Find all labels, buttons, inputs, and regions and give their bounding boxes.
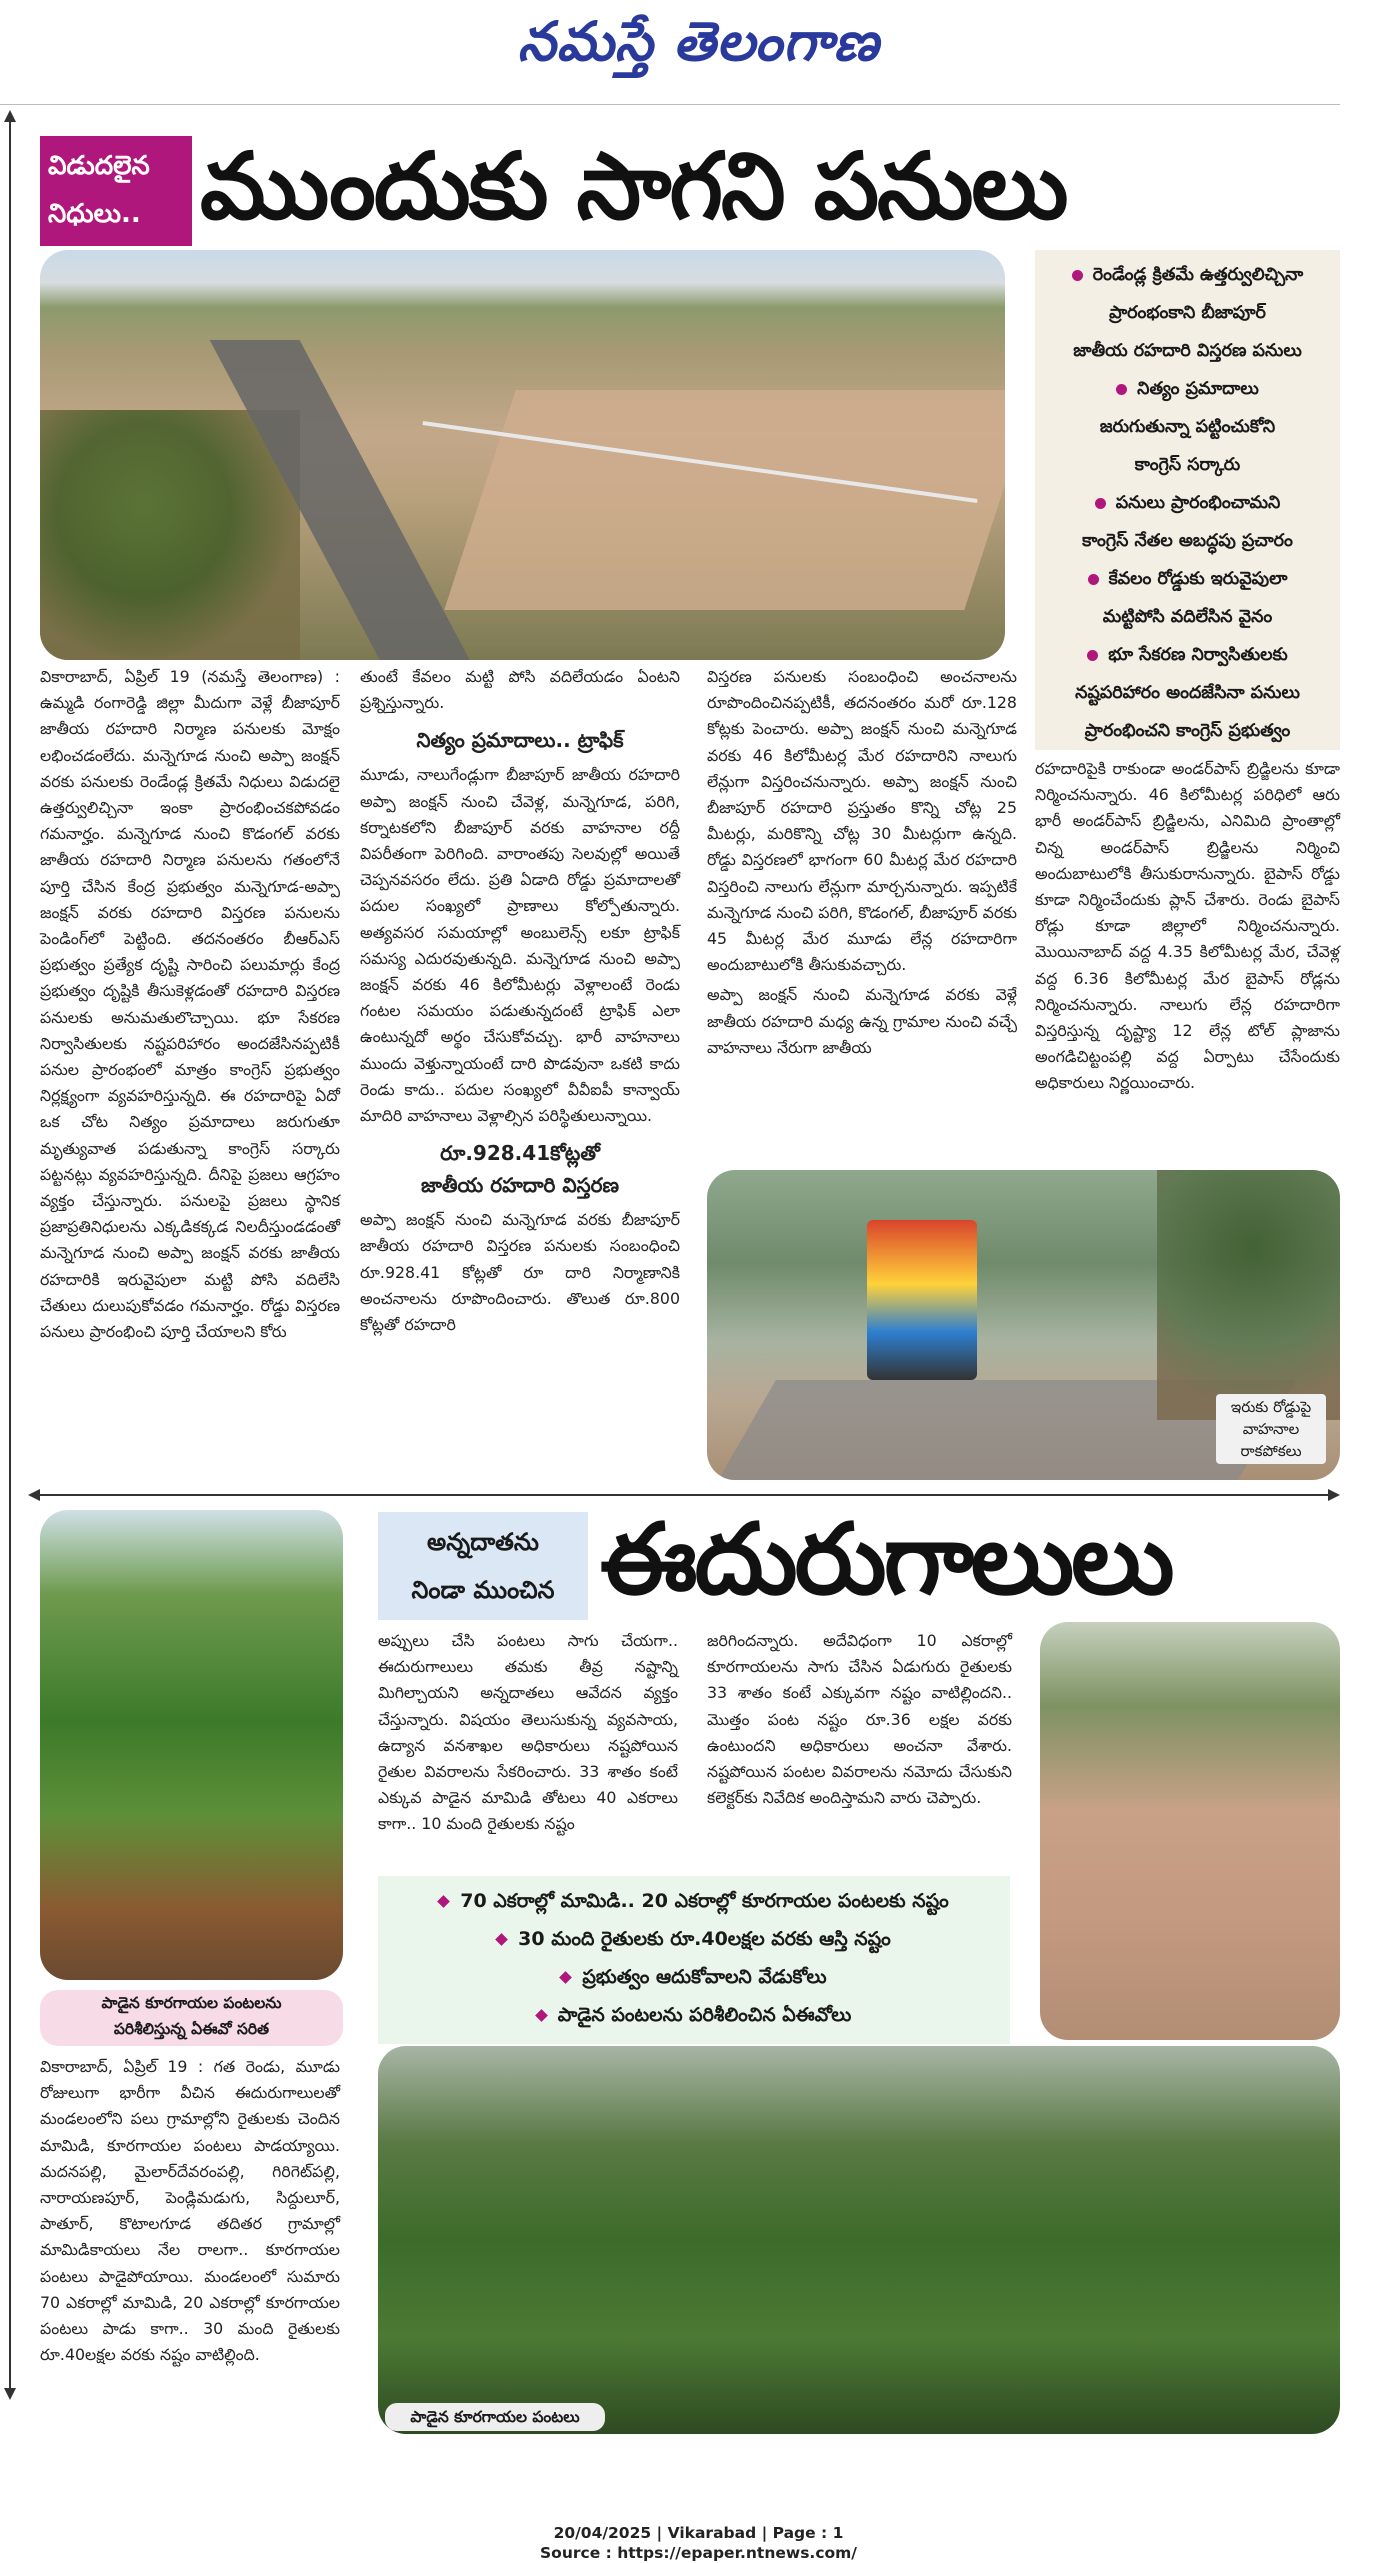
footer-date-line: 20/04/2025 | Vikarabad | Page : 1 [553,2524,844,2542]
diamond-bullet-icon [437,1895,450,1908]
story1-subhead-cost-1: రూ.928.41కోట్లతో [440,1141,600,1166]
section-divider [40,1494,1330,1496]
damaged-vegetables-caption: పాడైన కూరగాయల పంటలు [385,2403,605,2431]
story2-column-2 [378,1628,678,1868]
story1-col2-body: మూడు, నాలుగేండ్లుగా బీజాపూర్ జాతీయ రహదారి అప్పా జంక్షన్ నుంచి చేవెళ్ల, మన్నెగూడ, పరిగి, కర్నాటకలోని బీజాపూర్ వరకు వాహనాల రద్దీ విపరీతంగా పెరిగింది. వారాంతపు సెలవుల్లో అయితే చెప్పనవసరం లేదు. ప్రతి ఏడాది రోడ్డు ప్రమాదాలతో పదుల సంఖ్యలో ప్రాణాలు కోల్పోతున్నారు. అత్యవసర సమయాల్లో అంబులెన్స్ లకూ ట్రాఫిక్ సమస్య ఎదురవుతున్నది. మన్నెగూడ నుంచి అప్పా జంక్షన్ వరకు 46 కిలోమీటర్లు వెళ్లాలంటే రెండు గంటల సమయం పడుతున్నదంటే ట్రాఫిక్ ఎలా ఉంటున్నదో అర్థం చేసుకోవచ్చు. భారీ వాహనాలు ముందు వెళ్తున్నాయంటే దారి పొడవునా ఒకటి కాదు రెండు కాదు.. పదుల సంఖ్యలో వీవీఐపీ కాన్వాయ్ మాదిరి వాహనాలు వెళ్లాల్సిన పరిస్థితులున్నాయి. [360,765,680,1126]
diamond-bullet-icon [560,1971,573,1984]
story1-tag-line1: విడుదలైన [48,151,150,181]
narrow-road-photo [707,1170,1340,1480]
story1-column-3 [707,664,1017,1164]
divider-arrow-left-icon [28,1489,40,1501]
damaged-vegetables-photo [378,2046,1340,2434]
highlight-line: జాతీయ రహదారి విస్తరణ పనులు [1073,341,1302,361]
story1-col3-text: విస్తరణ పనులకు సంబంధించి అంచనాలను రూపొందించినప్పటికీ, తదనంతరం మరో రూ.128 కోట్లకు పెంచారు. అప్పా జంక్షన్ నుంచి మన్నెగూడ వరకు 46 కిలోమీటర్ల మేర రహదారిని నాలుగు లేన్లుగా విస్తరించనున్నారు. అప్పా జంక్షన్ నుంచి బీజాపూర్ రహదారి ప్రస్తుతం కొన్ని చోట్ల 25 మీటర్లు, మరికొన్ని చోట్ల 30 మీటర్లుగా ఉన్నది. రోడ్డు విస్తరణలో భాగంగా 60 మీటర్ల మేర రహదారి విస్తరించి నాలుగు లేన్లుగా మార్చనున్నారు. ఇప్పటికే మన్నెగూడ నుంచి పరిగి, కొడంగల్, బీజాపూర్ వరకు 45 మీటర్ల మేర మూడు లేన్ల రహదారిగా అందుబాటులోకి తీసుకువచ్చారు. [707,667,1017,975]
page-footer [0,2523,1397,2563]
story1-column-2 [360,664,680,1494]
photo-field-shape [444,390,1005,610]
highlight-line: ప్రారంభించని కాంగ్రెస్ ప్రభుత్వం [1084,721,1291,741]
diamond-bullet-icon [495,1933,508,1946]
story2-tag [378,1512,588,1620]
highlight-line: రెండేండ్ల క్రితమే ఉత్తర్వులిచ్చినా [1045,256,1330,294]
highlight-line: కేవలం రోడ్డుకు ఇరువైపులా [1045,560,1330,598]
highlight-line: కాంగ్రెస్ సర్కారు [1134,455,1241,475]
story1-subhead-traffic: నిత్యం ప్రమాదాలు.. ట్రాఫిక్ [416,728,624,753]
story2-column-1 [40,2054,340,2394]
story1-col2-end: అప్పా జంక్షన్ నుంచి మన్నెగూడ వరకు బీజాపూర్ జాతీయ రహదారి విస్తరణ పనులకు సంబంధించి రూ.928.41 కోట్లతో రూ దారి నిర్మాణానికి అంచనాలను రూపొందించారు. తొలుత రూ.800 కోట్లతో రహదారి [360,1210,680,1335]
measure-line [9,120,11,2390]
divider-arrow-right-icon [1328,1489,1340,1501]
highlight-line: పనులు ప్రారంభించామని [1045,484,1330,522]
bullet-icon [1087,650,1098,661]
story1-col2-intro: తుంటే కేవలం మట్టి పోసి వదిలేయడం ఏంటని ప్రశ్నిస్తున్నారు. [360,667,680,713]
highlight-line: కాంగ్రెస్ నేతల అబద్ధపు ప్రచారం [1082,531,1293,551]
fallen-mangoes-photo [1040,1622,1340,2040]
story1-column-4 [1035,756,1340,1161]
bullet-icon [1088,574,1099,585]
narrow-road-caption: ఇరుకు రోడ్డుపై వాహనాల రాకపోకలు [1216,1394,1326,1464]
story1-tag-line2: నిధులు.. [48,199,141,229]
bullet-icon [1116,384,1127,395]
story1-highlights [1035,250,1340,750]
photo-trees-shape [40,410,300,660]
farmers-inspecting-photo [40,1510,343,1980]
bullet-icon [1095,498,1106,509]
bullet-icon [1072,270,1083,281]
story1-subhead-cost-2: జాతీయ రహదారి విస్తరణ [420,1173,620,1198]
masthead-title: నమస్తే తెలంగాణ [517,8,880,73]
masthead [0,0,1397,95]
highlight-line: పాడైన పంటలను పరిశీలించిన ఏఈవోలు [388,1996,1000,2034]
highlight-line: 70 ఎకరాల్లో మామిడి.. 20 ఎకరాల్లో కూరగాయల పంటలకు నష్టం [388,1882,1000,1920]
highlight-line: నష్టపరిహారం అందజేసినా పనులు [1075,683,1300,703]
truck-shape [867,1220,977,1380]
highlight-line: జరుగుతున్నా పట్టించుకోని [1099,417,1276,437]
story1-headline: ముందుకు సాగని పనులు [200,132,1067,240]
story1-tag [40,136,192,246]
story2-col3-text: జరిగిందన్నారు. అదేవిధంగా 10 ఎకరాల్లో కూరగాయలను సాగు చేసిన ఏడుగురు రైతులకు 33 శాతం కంటే ఎక్కువగా నష్టం వాటిల్లిందని.. మొత్తం పంట నష్టం రూ.36 లక్షల వరకు ఉంటుందని అధికారులు అంచనా వేశారు. నష్టపోయిన పంటల వివరాలను నమోదు చేసుకుని కలెక్టర్‌కు నివేదిక అందిస్తామని వారు చెప్పారు. [707,1631,1012,1808]
measure-arrow-down-icon [4,2388,16,2400]
highlight-line: 30 మంది రైతులకు రూ.40లక్షల వరకు ఆస్తి నష్టం [388,1920,1000,1958]
story2-col1-text: వికారాబాద్, ఏప్రిల్ 19 : గత రెండు, మూడు రోజులుగా భారీగా వీచిన ఈదురుగాలులతో మండలంలోని పలు గ్రామాల్లోని రైతులకు చెందిన మామిడి, కూరగాయల పంటలు పాడయ్యాయి. మదనపల్లి, మైలార్‌దేవరంపల్లి, గిరిగెట్‌పల్లి, నారాయణపూర్, పెండ్లిమడుగు, సిద్దులూర్, పాతూర్, కొటాలగూడ తదితర గ్రామాల్లో మామిడికాయలు నేల రాలగా.. కూరగాయల పంటలు పాడైపోయాయి. మండలంలో సుమారు 70 ఎకరాల్లో మామిడి, 20 ఎకరాల్లో కూరగాయల పంటలు పాడు కాగా.. 30 మంది రైతులకు రూ.40లక్షల వరకు నష్టం వాటిల్లింది. [40,2057,340,2365]
story2-col2-text: అప్పులు చేసి పంటలు సాగు చేయగా.. ఈదురుగాలులు తమకు తీవ్ర నష్టాన్ని మిగిల్చాయని అన్నదాతలు ఆవేదన వ్యక్తం చేస్తున్నారు. విషయం తెలుసుకున్న వ్యవసాయ, ఉద్యాన వనశాఖల అధికారులు నష్టపోయిన రైతుల వివరాలను సేకరించారు. 33 శాతం కంటే ఎక్కువ పాడైన మామిడి తోటలు 40 ఎకరాలు కాగా.. 10 మంది రైతులకు నష్టం [378,1631,678,1834]
highlight-line: మట్టిపోసి వదిలేసిన వైనం [1102,607,1273,627]
story2-tag-line1: అన్నదాతను [427,1528,539,1556]
highlight-line: ప్రారంభంకాని బీజాపూర్ [1109,303,1266,323]
highlight-line: భూ సేకరణ నిర్వాసితులకు [1045,636,1330,674]
story2-column-3 [707,1628,1012,1868]
story2-headline: ఈదురుగాలులు [600,1502,1172,1617]
story1-column-1 [40,664,340,1494]
diamond-bullet-icon [535,2009,548,2022]
story2-highlights [378,1876,1010,2044]
photo-tree-shape [1157,1170,1340,1420]
farmers-photo-caption: పాడైన కూరగాయల పంటలను పరిశీలిస్తున్న ఏఈవో సరిత [40,1990,343,2046]
story2-tag-line2: నిండా ముంచిన [411,1576,555,1604]
highlight-line: ప్రభుత్వం ఆదుకోవాలని వేడుకోలు [388,1958,1000,1996]
road-aerial-photo [40,250,1005,660]
story1-col4-text: రహదారిపైకి రాకుండా అండర్‌పాస్ బ్రిడ్జిలను కూడా నిర్మించనున్నారు. 46 కిలోమీటర్ల పరిధిలో ఆరు భారీ అండర్‌పాస్ బ్రిడ్జిలను, ఎనిమిది ప్రాంతాల్లో చిన్న అండర్‌పాస్ బ్రిడ్జిలను నిర్మించి అందుబాటులోకి తీసుకురానున్నారు. బైపాస్ రోడ్డు కూడా నిర్మించేందుకు ప్లాన్ చేశారు. రెండు బైపాస్ రోడ్లు కూడా జిల్లాలో నిర్మించనున్నారు. మొయినాబాద్ వద్ద 4.35 కిలోమీటర్ల మేర, చేవెళ్ల వద్ద 6.36 కిలోమీటర్ల మేర బైపాస్ రోడ్లను నిర్మించనున్నారు. నాలుగు లేన్ల రహదారిగా విస్తరిస్తున్న దృష్ట్యా 12 లేన్ల టోల్ ప్లాజాను అంగడిచిట్టంపల్లి వద్ద ఏర్పాటు చేసేందుకు అధికారులు నిర్ణయించారు. [1035,759,1340,1093]
story1-col1-text: వికారాబాద్, ఏప్రిల్ 19 (నమస్తే తెలంగాణ) : ఉమ్మడి రంగారెడ్డి జిల్లా మీదుగా వెళ్లే బీజాపూర్ జాతీయ రహదారి నిర్మాణ పనులకు మోక్షం లభించడంలేదు. మన్నెగూడ నుంచి అప్పా జంక్షన్ వరకు పనులకు రెండేండ్ల క్రితమే నిధులు విడుదలై ఉత్తర్వులిచ్చినా ఇంకా ప్రారంభించకపోవడం గమనార్హం. మన్నెగూడ నుంచి కొడంగల్ వరకు జాతీయ రహదారి నిర్మాణ పనులను గతంలోనే పూర్తి చేసిన కేంద్ర ప్రభుత్వం మన్నెగూడ-అప్పా జంక్షన్ వరకు రహదారి విస్తరణ పనులను పెండింగ్‌లో పెట్టింది. తదనంతరం బీఆర్‌ఎస్ ప్రభుత్వం ప్రత్యేక దృష్టి సారించి పలుమార్లు కేంద్ర ప్రభుత్వం దృష్టికి తీసుకెళ్లడంతో రహదారి విస్తరణ పనులకు అనుమతులొచ్చాయి. భూ సేకరణ నిర్వాసితులకు నష్టపరిహారం అందజేసినప్పటికీ పనుల ప్రారంభంలో మాత్రం కాంగ్రెస్ ప్రభుత్వం నిర్లక్ష్యంగా వ్యవహరిస్తున్నది. ఈ రహదారిపై ఏదో ఒక చోట నిత్యం ప్రమాదాలు జరుగుతూ మృత్యువాత పడుతున్నా కాంగ్రెస్ సర్కారు పట్టనట్లు వ్యవహరిస్తున్నది. దీనిపై ప్రజలు ఆగ్రహం వ్యక్తం చేస్తున్నారు. పనులపై ప్రజలు స్థానిక ప్రజాప్రతినిధులను ఎక్కడికక్కడ నిలదీస్తుండడంతో మన్నెగూడ నుంచి అప్పా జంక్షన్ వరకు జాతీయ రహదారికి ఇరువైపులా మట్టి పోసి వదిలేసి చేతులు దులుపుకోవడం గమనార్హం. రోడ్డు విస్తరణ పనులు ప్రారంభించి పూర్తి చేయాలని కోరు [40,667,340,1342]
story1-col3-text-b: అప్పా జంక్షన్ నుంచి మన్నెగూడ వరకు వెళ్లే జాతీయ రహదారి మధ్య ఉన్న గ్రామాల నుంచి వచ్చే వాహనాలు నేరుగా జాతీయ [707,985,1017,1057]
highlight-line: నిత్యం ప్రమాదాలు [1045,370,1330,408]
top-rule [0,104,1340,105]
footer-source-link[interactable]: Source : https://epaper.ntnews.com/ [540,2544,857,2562]
